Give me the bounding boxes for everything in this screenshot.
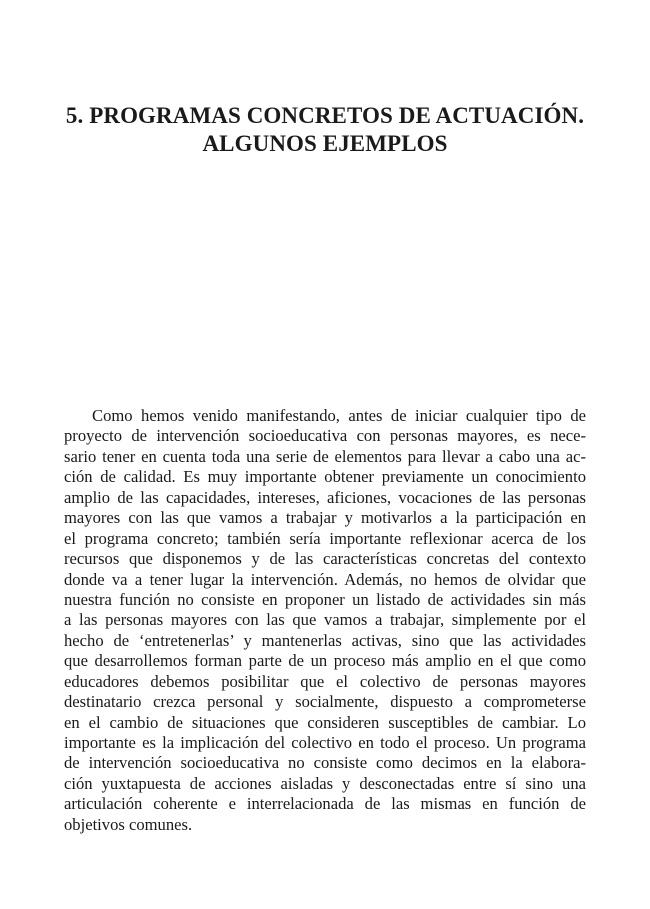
paragraph-line: a las personas mayores con las que vamos a trabajar, simplemente por el	[64, 610, 586, 630]
paragraph-line: Como hemos venido manifestando, antes de iniciar cualquier tipo de	[92, 406, 586, 425]
paragraph-line: destinatario crezca personal y socialmente, dispuesto a comprometerse	[64, 692, 586, 712]
paragraph-line: articulación coherente e interrelacionada de las mismas en función de	[64, 794, 586, 814]
body-paragraph	[64, 406, 586, 835]
paragraph-line: donde va a tener lugar la intervención. Además, no hemos de olvidar que	[64, 569, 586, 589]
paragraph-line: proyecto de intervención socioeducativa con personas mayores, es nece-	[64, 426, 586, 446]
paragraph-line: el programa concreto; también sería importante reflexionar acerca de los	[64, 528, 586, 548]
paragraph-line: ción yuxtapuesta de acciones aisladas y desconectadas entre sí sino una	[64, 773, 586, 793]
paragraph-line: sario tener en cuenta toda una serie de elementos para llevar a cabo una ac-	[64, 446, 586, 466]
paragraph-line: mayores con las que vamos a trabajar y motivarlos a la participación en	[64, 508, 586, 528]
chapter-title-line-1: 5. PROGRAMAS CONCRETOS DE ACTUACIÓN.	[65, 103, 585, 128]
paragraph-line: que desarrollemos forman parte de un proceso más amplio en el que como	[64, 651, 586, 671]
paragraph-line: importante es la implicación del colectivo en todo el proceso. Un programa	[64, 733, 586, 752]
chapter-title	[40, 102, 610, 158]
paragraph-line: educadores debemos posibilitar que el colectivo de personas mayores	[64, 671, 586, 691]
chapter-title-line-2: ALGUNOS EJEMPLOS	[202, 131, 448, 156]
paragraph-line: en el cambio de situaciones que consideren susceptibles de cambiar. Lo	[64, 712, 586, 732]
paragraph-line: nuestra función no consiste en proponer un listado de actividades sin más	[64, 589, 586, 609]
paragraph-line: recursos que disponemos y de las características concretas del contexto	[64, 549, 586, 569]
paragraph-line: amplio de las capacidades, intereses, aficiones, vocaciones de las personas	[64, 487, 586, 507]
paragraph-line: de intervención socioeducativa no consiste como decimos en la elabora-	[64, 753, 586, 773]
paragraph-line: ción de calidad. Es muy importante obtener previamente un conocimiento	[64, 467, 586, 487]
paragraph-line: objetivos comunes.	[64, 814, 193, 834]
paragraph-line: hecho de ‘entretenerlas’ y mantenerlas activas, sino que las actividades	[64, 630, 586, 650]
